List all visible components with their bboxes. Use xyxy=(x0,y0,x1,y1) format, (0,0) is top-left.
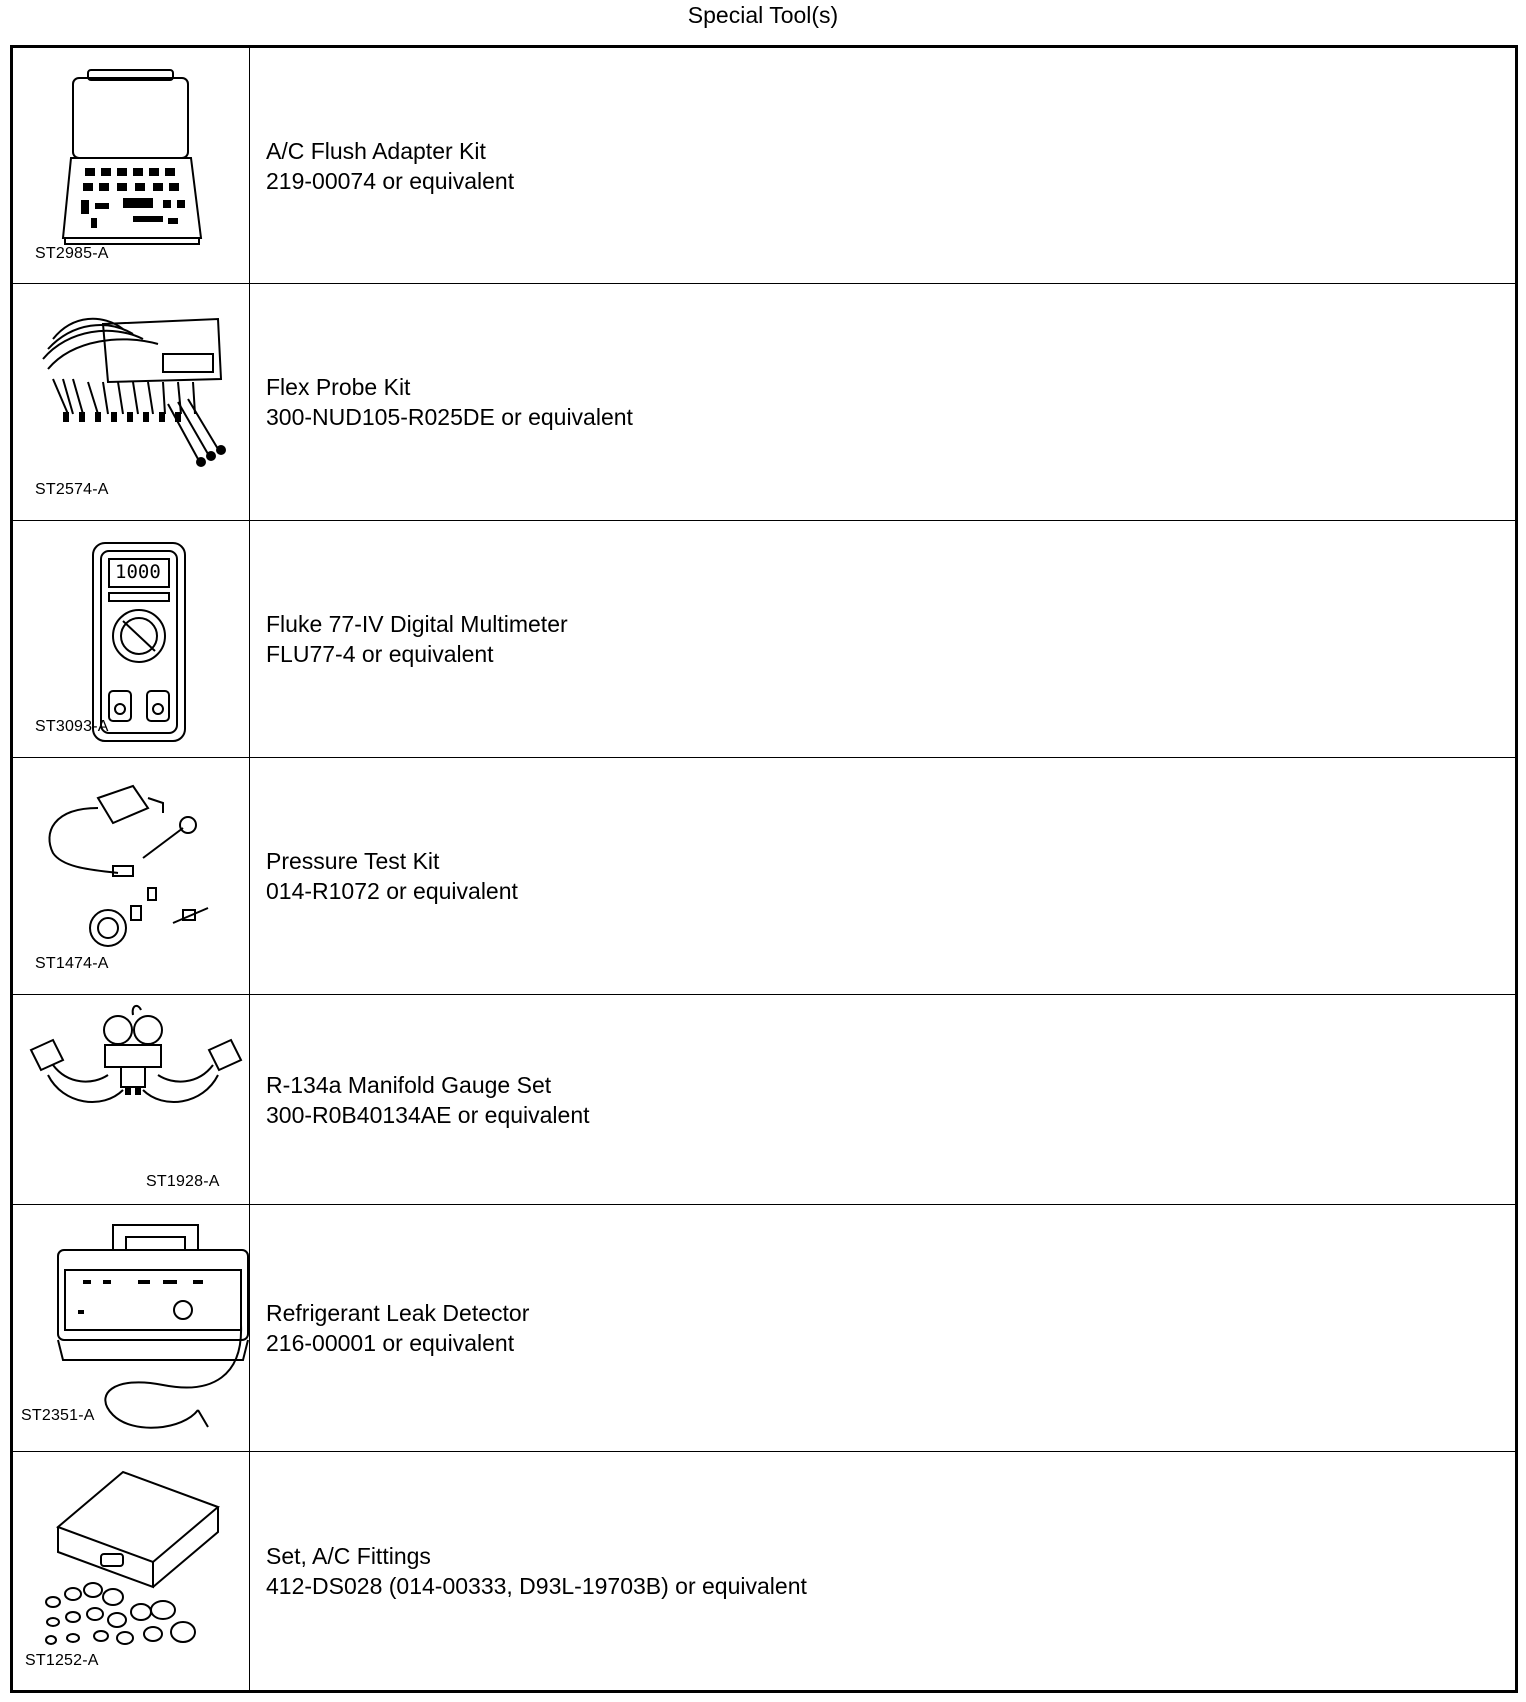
tool-image-cell xyxy=(12,995,250,1205)
tool-image-code: ST2985-A xyxy=(35,245,109,262)
tool-name: Pressure Test Kit xyxy=(266,848,440,874)
table-row xyxy=(12,521,1517,758)
tool-image-cell xyxy=(12,521,250,758)
tool-number: 300-R0B40134AE or equivalent xyxy=(266,1101,590,1128)
tool-image-code: ST2574-A xyxy=(35,481,109,498)
tool-description-cell xyxy=(250,758,1517,995)
tool-name: R-134a Manifold Gauge Set xyxy=(266,1071,552,1098)
tool-number: FLU77-4 or equivalent xyxy=(266,641,494,667)
tool-number: 014-R1072 or equivalent xyxy=(266,878,518,904)
tool-name: A/C Flush Adapter Kit xyxy=(266,137,486,164)
tool-image-code: ST1252-A xyxy=(25,1652,99,1669)
tool-image-cell xyxy=(12,1452,250,1692)
tool-description-cell xyxy=(250,521,1517,758)
tool-description-cell xyxy=(250,995,1517,1205)
tool-name: Refrigerant Leak Detector xyxy=(266,1300,530,1326)
table-row xyxy=(12,1452,1517,1692)
tool-image-code: ST1928-A xyxy=(146,1173,220,1190)
page-title: Special Tool(s) xyxy=(687,2,839,28)
tool-image-code: ST1474-A xyxy=(35,955,109,972)
tool-number: 300-NUD105-R025DE or equivalent xyxy=(266,404,633,430)
tool-description-cell xyxy=(250,1205,1517,1452)
multimeter-display: 1000 xyxy=(115,561,161,583)
tool-name: Fluke 77-IV Digital Multimeter xyxy=(266,611,568,637)
tool-description-cell xyxy=(250,284,1517,521)
table-row xyxy=(12,758,1517,995)
tool-description-cell xyxy=(250,1452,1517,1692)
table-row xyxy=(12,1205,1517,1452)
tool-image-cell xyxy=(12,284,250,521)
tool-image-cell xyxy=(12,47,250,284)
tool-number: 412-DS028 (014-00333, D93L-19703B) or equivalent xyxy=(266,1573,807,1599)
table-row xyxy=(12,995,1517,1205)
tool-image-code: ST2351-A xyxy=(21,1407,95,1424)
tool-number: 219-00074 or equivalent xyxy=(266,167,515,194)
tool-image-cell xyxy=(12,1205,250,1452)
tool-description-cell xyxy=(250,47,1517,284)
table-row xyxy=(12,47,1517,284)
tool-image-code: ST3093-A xyxy=(35,718,109,735)
special-tools-table xyxy=(10,45,1518,1693)
table-row xyxy=(12,284,1517,521)
tool-name: Flex Probe Kit xyxy=(266,374,411,400)
tool-number: 216-00001 or equivalent xyxy=(266,1330,515,1356)
tool-image-cell xyxy=(12,758,250,995)
tool-name: Set, A/C Fittings xyxy=(266,1543,431,1569)
